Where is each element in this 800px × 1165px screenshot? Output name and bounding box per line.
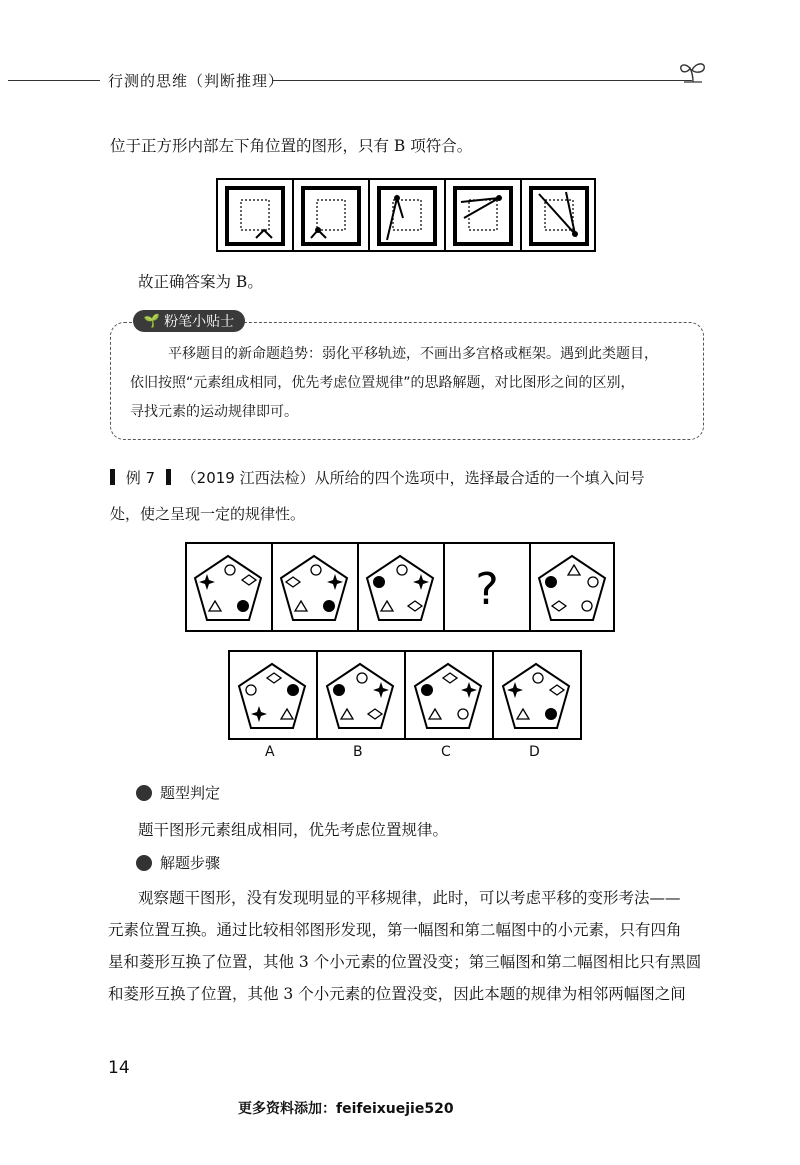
option-figure-a: [239, 664, 305, 728]
question-mark: ?: [475, 564, 499, 615]
tip-line: 寻找元素的运动规律即可。: [130, 404, 298, 420]
option-label-c: C: [441, 744, 451, 760]
tip-badge: [133, 310, 245, 332]
square-panel-4: [455, 188, 511, 244]
steps-line: 元素位置互换。通过比较相邻图形发现，第一幅图和第二幅图中的小元素，只有四角: [108, 921, 682, 939]
example-bar-left: [110, 469, 115, 485]
options-figure-row: [228, 650, 582, 740]
example-label: 例 7: [125, 469, 156, 487]
option-label-a: A: [265, 744, 275, 760]
example-question: [110, 460, 710, 532]
pen-icon: [136, 855, 152, 871]
header-title: 行测的思维（判断推理）: [108, 72, 285, 90]
page-number: 14: [108, 1058, 130, 1078]
section-steps-title: 解题步骤: [160, 854, 221, 872]
intro-text: 位于正方形内部左下角位置的图形，只有 B 项符合。: [110, 137, 473, 155]
question-panel-1: [195, 556, 261, 620]
section-type-heading: [136, 782, 220, 803]
tip-line: 依旧按照“元素组成相同，优先考虑位置规律”的思路解题，对比图形之间的区别，: [130, 375, 635, 391]
steps-line: 和菱形互换了位置，其他 3 个小元素的位置没变，因此本题的规律为相邻两幅图之间: [108, 985, 686, 1003]
conclusion-text: 故正确答案为 B。: [138, 273, 263, 291]
question-panel-2: [281, 556, 347, 620]
square-panel-1: [227, 188, 283, 244]
header-rule-right: [272, 80, 692, 81]
section-type-text: 题干图形元素组成相同，优先考虑位置规律。: [138, 821, 449, 839]
steps-line: 观察题干图形，没有发现明显的平移规律，此时，可以考虑平移的变形考法——: [138, 889, 681, 907]
example-text-line2: 处，使之呈现一定的规律性。: [110, 505, 306, 523]
square-panel-5: [531, 188, 587, 244]
option-figure-c: [415, 664, 481, 728]
example-text-line1: （2019 江西法检）从所给的四个选项中，选择最合适的一个填入问号: [181, 469, 645, 487]
question-panel-3: [367, 556, 433, 620]
option-figure-b: [327, 664, 393, 728]
steps-line: 星和菱形互换了位置，其他 3 个小元素的位置没变；第三幅图和第二幅图相比只有黑圆: [108, 953, 702, 971]
section-type-title: 题型判定: [160, 784, 221, 802]
option-label-b: B: [353, 744, 363, 760]
example-bar-right: [166, 469, 171, 485]
square-panel-2: [303, 188, 359, 244]
tip-line: 平移题目的新命题趋势：弱化平移轨迹，不画出多宫格或框架。遇到此类题目，: [168, 346, 658, 362]
header-rule-left: [8, 80, 100, 81]
question-panel-5: [539, 556, 605, 620]
section-steps-heading: [136, 852, 220, 873]
lightbulb-icon: [136, 785, 152, 801]
footer-note: 更多资料添加：feifeixuejie520: [238, 1101, 454, 1117]
tip-badge-label: 粉笔小贴士: [164, 314, 235, 330]
square-sequence-figure: [216, 178, 596, 252]
option-label-d: D: [529, 744, 540, 760]
sprout-icon: [676, 58, 710, 86]
question-figure-row: [185, 542, 615, 632]
option-figure-d: [503, 664, 569, 728]
square-panel-3: [379, 188, 435, 244]
sprout-icon: 🌱: [143, 313, 161, 329]
